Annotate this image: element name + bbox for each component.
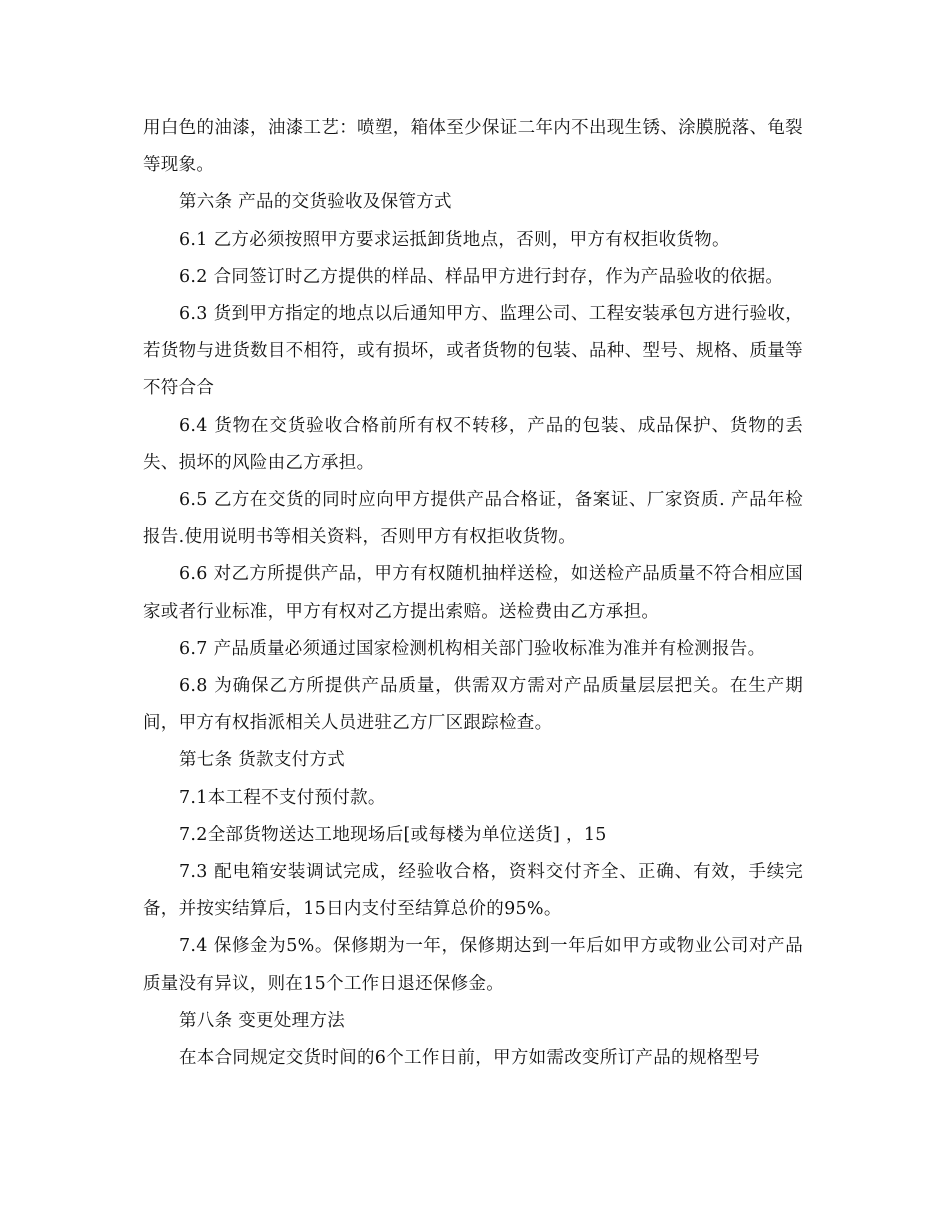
heading-article-7: 第七条 货款支付方式 [179,750,346,771]
paragraph-paint-requirement: 用白色的油漆，油漆工艺：喷塑，箱体至少保证二年内不出现生锈、涂膜脱落、龟裂等现象。 [143,118,803,176]
clause-6-1: 6.1 乙方必须按照甲方要求运抵卸货地点，否则，甲方有权拒收货物。 [179,229,730,250]
heading-article-6: 第六条 产品的交货验收及保管方式 [179,192,452,213]
paragraph-change-handling: 在本合同规定交货时间的6个工作日前，甲方如需改变所订产品的规格型号 [179,1048,761,1069]
contract-text-body [143,110,803,1077]
clause-6-7: 6.7 产品质量必须通过国家检测机构相关部门验收标准为准并有检测报告。 [179,638,766,659]
clause-6-2: 6.2 合同签订时乙方提供的样品、样品甲方进行封存，作为产品验收的依据。 [179,266,784,287]
clause-6-4: 6.4 货物在交货验收合格前所有权不转移，产品的包装、成品保护、货物的丢失、损坏的风险由乙方承担。 [143,415,803,473]
clause-6-3: 6.3 货到甲方指定的地点以后通知甲方、监理公司、工程安装承包方进行验收，若货物与进货数目不相符，或有损坏，或者货物的包装、品种、型号、规格、质量等不符合合 [143,304,803,399]
heading-article-8: 第八条 变更处理方法 [179,1010,346,1031]
clause-6-5: 6.5 乙方在交货的同时应向甲方提供产品合格证，备案证、厂家资质. 产品年检报告.使用说明书等相关资料，否则甲方有权拒收货物。 [143,490,803,548]
clause-6-8: 6.8 为确保乙方所提供产品质量，供需双方需对产品质量层层把关。在生产期间，甲方有权指派相关人员进驻乙方厂区跟踪检查。 [143,676,803,734]
clause-7-4: 7.4 保修金为5%。保修期为一年，保修期达到一年后如甲方或物业公司对产品质量没有异议，则在15个工作日退还保修金。 [143,936,803,994]
clause-7-2: 7.2全部货物送达工地现场后[或每楼为单位送货] ，15 [179,824,607,845]
clause-7-1: 7.1本工程不支付预付款。 [179,787,386,808]
clause-6-6: 6.6 对乙方所提供产品，甲方有权随机抽样送检，如送检产品质量不符合相应国家或者行业标准，甲方有权对乙方提出索赔。送检费由乙方承担。 [143,564,803,622]
clause-7-3: 7.3 配电箱安装调试完成，经验收合格，资料交付齐全、正确、有效，手续完备，并按实结算后，15日内支付至结算总价的95%。 [143,862,803,920]
